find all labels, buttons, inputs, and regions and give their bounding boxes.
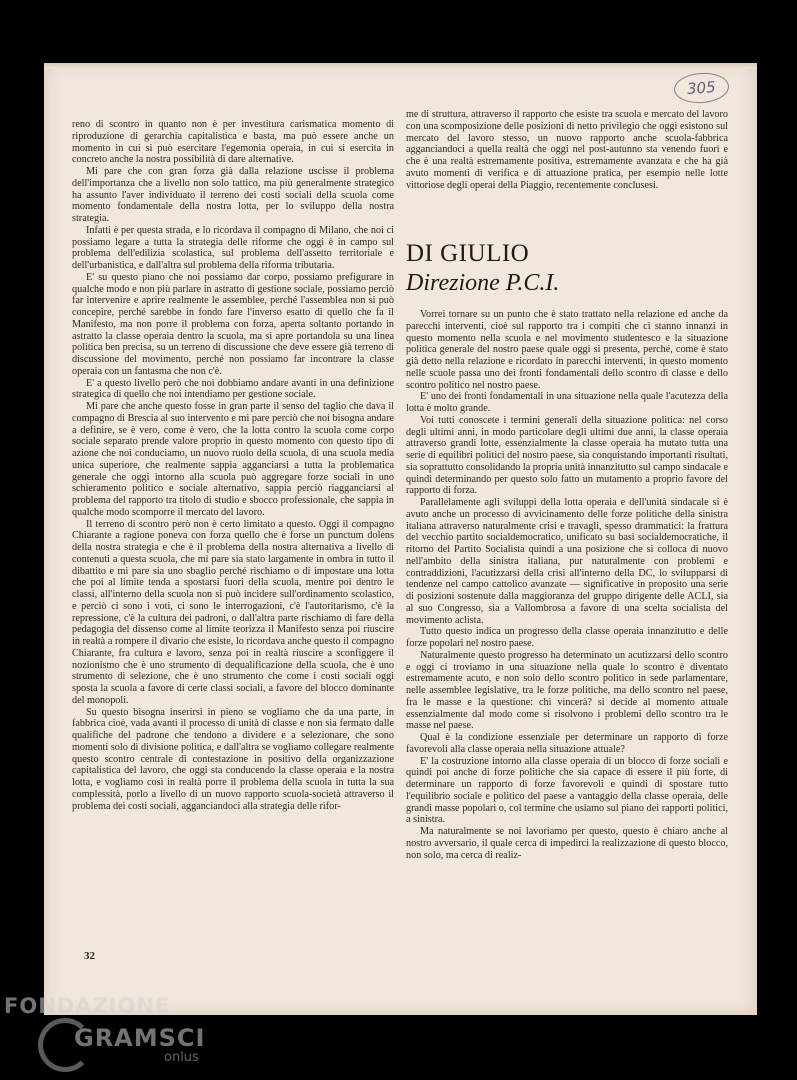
paragraph: Infatti è per questa strada, e lo ricordava il compagno di Milano, che noi ci possiamo legare a tutta la strategia delle riforme che oggi è in campo sul problema dell'edilizia scolastica, sul problema dell'assetto territoriale e dell'urbanistica, e dall'altra sul problema della riforma tributaria. — [72, 224, 394, 271]
paragraph: Tutto questo indica un progresso della classe operaia innanzitutto e delle forze popolari nel nostro paese. — [406, 626, 728, 649]
paragraph: E' a questo livello però che noi dobbiamo andare avanti in una definizione strategica di quello che noi intendiamo per gestione sociale. — [72, 377, 394, 401]
paragraph: E' la costruzione intorno alla classe operaia di un blocco di forze sociali e quindi poi anche di forze politiche che sia capace di essere il più forte, di determinare un rapporto di forze favorevoli e quindi di spostare tutto l'equilibrio sociale e politico del paese a vantaggio della classe operaia, delle grandi masse popolari o, col termine che usiamo sul piano dei rapporti politici, a sinistra. — [406, 755, 728, 826]
paragraph: Parallelamente agli sviluppi della lotta operaia e dell'unità sindacale si è avuto anche un processo di avvicinamento delle forze politiche della sinistra italiana attraverso naturalmente crisi e travagli, spesso drammatici: la frattura del vecchio partito socialdemocratico, unificato su basi socialdemocratiche, il ritorno del Partito Socialista quindi a una posizione che si colloca di nuovo nell'ambito della sinistra italiana, pur naturalmente con problemi e contraddizioni, l'acutizzarsi della crisi all'interno della DC, lo svilupparsi di tendenze nel campo cattolico avanzate — significative in proposito una serie di posizioni sostenute dalla maggioranza del gruppo dirigente delle ACLI, sia al suo Congresso, sia a Vallombrosa a favore di una scelta socialista del movimento aclista. — [406, 497, 728, 626]
page-edge — [44, 63, 757, 69]
page-number: 32 — [84, 950, 95, 962]
paragraph: Vorrei tornare su un punto che è stato trattato nella relazione ed anche da parecchi interventi, cioè sul rapporto tra i compiti che ci stanno innanzi in questo momento nella scuola e nel movimento studentesco e la situazione politica generale del nostro paese quale oggi si presenta, perché, come è stato già detto nella relazione e ricordato in parecchi interventi, in questo momento nelle scuole passa uno dei fronti fondamentali dello scontro di classe e dello scontro politico nel nostro paese. — [406, 309, 728, 391]
watermark-line3: onlus — [164, 1050, 199, 1065]
right-column-bottom — [406, 309, 728, 861]
paragraph: Mi pare che anche questo fosse in gran parte il senso del taglio che dava il compagno di Brescia al suo intervento e mi pare perciò che noi bisogna andare a definire, se è vero, come è vero, che la lotta contro la scuola come corpo sociale separato prende valore proprio in questo momento con questo tipo di azione che noi conduciamo, un nuovo ruolo della scuola, di una scuola media unica superiore, che realmente sappia agganciarsi a tutta la problematica generale che oggi intorno alla scuola può aggregare forze sociali in uno schieramento politico e sociale alternativo, sappia perciò riagganciarsi al problema del rapporto tra titolo di studio e sbocco professionale, che sappia in qualche modo scomporre il mercato del lavoro. — [72, 401, 394, 518]
paragraph: Voi tutti conoscete i termini generali della situazione politica: nel corso degli ultimi anni, in modo particolare degli ultimi due anni, la classe operaia attraverso grandi lotte, essenzialmente la classe operaia ha mutato tutta una serie di equilibri politici del nostro paese, sia conquistando importanti risultati, sia soprattutto consolidando la propria unità innanzitutto sul campo sindacale e quindi determinando per questo solo fatto un mutamento a proprio favore del rapporto di forza. — [406, 414, 728, 497]
paragraph: Il terreno di scontro però non è certo limitato a questo. Oggi il compagno Chiarante a ragione poneva con forza quello che è forse un punctum dolens della nostra strategia e che è il problema della nostra alternativa a livello di contenuti a questa scuola, che mi pare sia stato largamente in ombra in tutto il dibattito e mi pare sia uno sbaglio perché rischiamo o di impostare una lotta che poi al limite tenda a spostarsi fuori della scuola, mentre poi dentro le classi, all'interno della scuola non si può incidere sull'ordinamento scolastico, e perciò ci sono i voti, ci sono le interrogazioni, c'è l'autoritarismo, c'è la repressione, c'è la cultura dei padroni, o dall'altra parte rischiamo di fare della pedagogia del dissenso come al limite teorizza il Manifesto senza poi riuscire in realtà a rompere il divario che esiste, lo ricordava anche questo il compagno Chiarante, fra cultura e lavoro, senza poi in realtà riuscire a sconfiggere il nozionismo che è uno strumento di dequalificazione della scuola, che è uno strumento di selezione, che è uno strumento che come i costi sociali oggi sposta la scuola a favore di certe classi sociali, a favore del blocco dominante del monopoli. — [72, 518, 394, 706]
paragraph: me di struttura, attraverso il rapporto che esiste tra scuola e mercato del lavoro con una scomposizione delle posizioni di netto privilegio che oggi esistono sul mercato del lavoro stesso, un nuovo rapporto anche scuola-fabbrica agganciandoci a quella realtà che oggi nel post-autunno sta venendo fuori e che è una realtà estremamente positiva, estremamente avanzata e che ha già avuto momenti di verifica e di attuazione pratica, per esempio nelle lotte vittoriose degli operai della Piaggio, recentemente conclusesi. — [406, 109, 728, 191]
speaker-name: DI GIULIO — [406, 240, 530, 267]
paragraph: E' su questo piano che noi possiamo dar corpo, possiamo prefigurare in qualche modo e non più parlare in astratto di gestione sociale, possiamo perciò far intervenire e aprire realmente le assemblee, perché l'assemblea non si può concepire, perché sarebbe in fondo fare l'inverso esatto di quello che fa il Manifesto, ma non porre il problema con forza, aperta soltanto portando in astratto la classe operaia dentro la scuola, ma si apre portandola su una linea politica ben precisa, su un terreno di discussione che deve essere già terreno di discussione del movimento, perché non possiamo far incontrare la classe operaia con un fantasma che non c'è. — [72, 271, 394, 377]
paragraph: Naturalmente questo progresso ha determinato un acutizzarsi dello scontro e oggi ci troviamo in una situazione nella quale lo scontro è diventato estremamente acuto, e non solo dello scontro politico in sede parlamentare, nelle assemblee legislative, tra le forze politiche, ma dello scontro nel paese, fra le masse e la questione: chi vincerà? si decide al momento attuale essenzialmente dal modo come si risolvono i problemi dello scontro tra le masse nel paese. — [406, 649, 728, 732]
paragraph: Qual è la condizione essenziale per determinare un rapporto di forze favorevoli alla classe operaia nella situazione attuale? — [406, 732, 728, 755]
paragraph: reno di scontro in quanto non è per investitura carismatica momento di riproduzione di gerarchia capitalistica e basta, ma può essere anche un momento in cui si può esercitare l'egemonia operaia, in cui si esercita in concreto anche la nostra possibilità di dare alternative. — [72, 119, 394, 166]
paragraph: Mi pare che con gran forza già dalla relazione uscisse il problema dell'importanza che a livello non solo tattico, ma più generalmente strategico ha assunto l'aver individuato il terreno dei costi sociali della scuola come momento fondamentale della nostra lotta, per lo sviluppo della nostra strategia. — [72, 166, 394, 224]
right-column-top — [406, 109, 728, 191]
watermark-line1: FONDAZIONE — [4, 994, 171, 1018]
document-page — [44, 63, 757, 1015]
speaker-heading — [406, 239, 736, 297]
archive-number-stamp: 305 — [673, 71, 730, 105]
paragraph: Su questo bisogna inserirsi in pieno se vogliamo che da una parte, in fabbrica cioè, vada avanti il processo di unità di classe e non sia fermato dalle qualifiche del padrone che tendono a dividere e a selezionare, che sono momenti solo di divisione politica, e dall'altra se vogliamo collegare realmente questo scontro centrale di contestazione in positivo della organizzazione capitalistica del lavoro, che oggi sta conducendo la classe operaia e la nostra lotta, e vogliamo così in realtà porre il problema della scuola in tutta la sua complessità, porlo a livello di un nuovo rapporto scuola-società attraverso il problema dei costi sociali, agganciandoci alla strategia delle rifor- — [72, 706, 394, 812]
watermark-line2: GRAMSCI — [74, 1024, 206, 1052]
paragraph: Ma naturalmente se noi lavoriamo per questo, questo è chiaro anche al nostro avversario, il quale cerca di impedirci la realizzazione di questo blocco, non solo, ma cerca di realiz- — [406, 826, 728, 861]
left-column — [72, 119, 394, 812]
archive-watermark — [4, 994, 224, 1080]
speaker-affiliation: Direzione P.C.I. — [406, 270, 560, 296]
paragraph: E' uno dei fronti fondamentali in una situazione nella quale l'acutezza della lotta è molto grande. — [406, 391, 728, 414]
